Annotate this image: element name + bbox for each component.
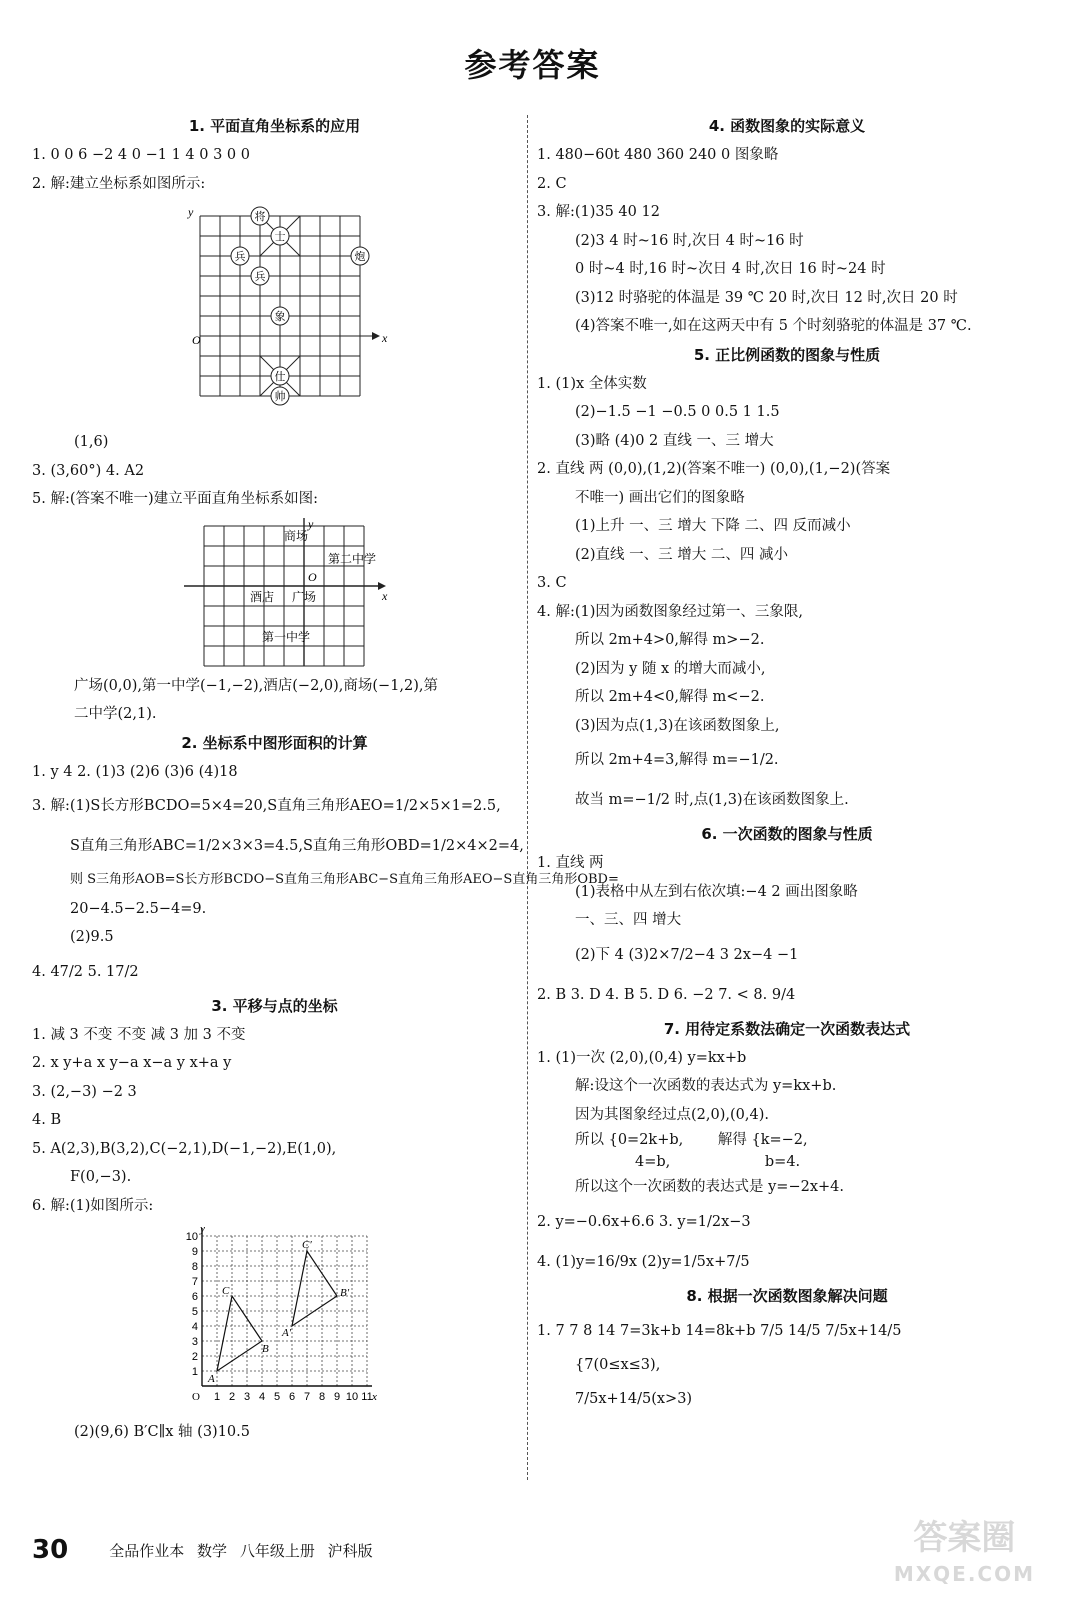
answer-line: 一、三、四 增大 xyxy=(575,912,682,928)
y-tick-label: 7 xyxy=(191,1276,198,1288)
y-tick-label: 2 xyxy=(191,1351,198,1363)
chess-piece: 兵 xyxy=(234,250,246,263)
point-label: A′ xyxy=(282,1327,292,1339)
answer-line: 1. (1)一次 (2,0),(0,4) y=kx+b xyxy=(537,1049,747,1066)
answer-line: 2. y=−0.6x+6.6 3. y=1/2x−3 xyxy=(537,1213,751,1230)
answer-line: 4. B xyxy=(32,1112,62,1128)
section-heading: 4. 函数图象的实际意义 xyxy=(708,117,866,135)
watermark-title: 答案圈 xyxy=(913,1518,1016,1558)
answer-line: 1. y 4 2. (1)3 (2)6 (3)6 (4)18 xyxy=(32,763,238,780)
answer-line: (1)上升 一、三 增大 下降 二、四 反而减小 xyxy=(575,518,851,534)
watermark-url: MXQE.COM xyxy=(893,1562,1035,1586)
answer-line: S直角三角形ABC=1/2×3×3=4.5,S直角三角形OBD=1/2×4×2=4, xyxy=(70,838,524,854)
y-tick-label: 4 xyxy=(191,1321,198,1333)
x-tick-label: 1 xyxy=(213,1391,221,1403)
answer-line: (2)3 4 时~16 时,次日 4 时~16 时 xyxy=(575,232,804,249)
answer-line: 0 时~4 时,16 时~次日 4 时,次日 16 时~24 时 xyxy=(575,261,886,277)
answer-line: (2)−1.5 −1 −0.5 0 0.5 1 1.5 xyxy=(575,404,780,420)
answer-line: 7/5x+14/5(x>3) xyxy=(575,1391,693,1407)
answer-line: (3)因为点(1,3)在该函数图象上, xyxy=(575,717,780,734)
point-label: B′ xyxy=(340,1287,350,1299)
answer-line: 1. (1)x 全体实数 xyxy=(537,375,647,392)
axis-label: y xyxy=(200,1224,205,1235)
page-footer xyxy=(32,1535,373,1565)
answer-line: 1. 减 3 不变 不变 减 3 加 3 不变 xyxy=(32,1026,246,1043)
answer-line: 1. 480−60t 480 360 240 0 图象略 xyxy=(537,147,779,163)
chess-piece: 象 xyxy=(274,310,286,323)
x-tick-label: 7 xyxy=(303,1391,311,1403)
answer-line: (2)下 4 (3)2×7/2−4 3 2x−4 −1 xyxy=(575,946,799,963)
chess-grid-figure xyxy=(32,202,517,424)
x-tick-label: 9 xyxy=(333,1391,341,1403)
answer-line: (2)(9,6) B′C∥x 轴 (3)10.5 xyxy=(74,1424,250,1440)
answer-line: (2)直线 一、三 增大 二、四 减小 xyxy=(575,546,788,563)
right-column xyxy=(537,112,1037,1419)
map-label: 商场 xyxy=(283,528,309,543)
answer-line: 2. 直线 两 (0,0),(1,2)(答案不唯一) (0,0),(1,−2)(答案 xyxy=(537,461,891,477)
answer-line: 所以 2m+4<0,解得 m<−2. xyxy=(575,689,765,705)
page-number: 30 xyxy=(32,1535,69,1565)
section-heading: 7. 用待定系数法确定一次函数表达式 xyxy=(663,1019,911,1038)
answer-line: (4)答案不唯一,如在这两天中有 5 个时刻骆驼的体温是 37 ℃. xyxy=(575,318,972,334)
svg-text:O: O xyxy=(308,569,317,584)
answer-line: 3. (2,−3) −2 3 xyxy=(32,1083,137,1100)
answer-line: (1,6) xyxy=(74,434,109,450)
svg-text:x: x xyxy=(382,331,388,345)
answer-line: 1. 0 0 6 −2 4 0 −1 1 4 0 3 0 0 xyxy=(32,147,250,163)
svg-text:x: x xyxy=(382,588,388,603)
book-info: 全品作业本 数学 八年级上册 沪科版 xyxy=(109,1541,373,1560)
section-heading: 3. 平移与点的坐标 xyxy=(211,996,338,1015)
translation-grid-svg xyxy=(172,1224,532,1414)
axis-label: x xyxy=(372,1391,377,1403)
y-tick-label: 3 xyxy=(191,1336,198,1348)
answer-line: 1. 直线 两 xyxy=(537,855,604,871)
answer-line: 20−4.5−2.5−4=9. xyxy=(70,900,207,917)
answer-line: 3. (3,60°) 4. A2 xyxy=(32,462,145,479)
section-heading: 1. 平面直角坐标系的应用 xyxy=(188,117,361,135)
chess-piece: 士 xyxy=(274,230,286,243)
answer-line: (1)表格中从左到右依次填:−4 2 画出图象略 xyxy=(575,883,858,900)
svg-text:y: y xyxy=(308,517,314,531)
chess-piece: 将 xyxy=(254,210,266,223)
y-tick-label: 9 xyxy=(191,1246,198,1258)
y-tick-label: 8 xyxy=(191,1261,198,1273)
answer-line: 广场(0,0),第一中学(−1,−2),酒店(−2,0),商场(−1,2),第 xyxy=(74,677,439,694)
answer-line: 4. (1)y=16/9x (2)y=1/5x+7/5 xyxy=(537,1253,750,1270)
answer-line: 3. 解:(1)S长方形BCDO=5×4=20,S直角三角形AEO=1/2×5×1=2.5, xyxy=(32,798,501,814)
x-tick-label: 6 xyxy=(288,1391,296,1403)
answer-line: {7(0≤x≤3), xyxy=(575,1356,661,1373)
answer-line: 故当 m=−1/2 时,点(1,3)在该函数图象上. xyxy=(575,792,849,808)
x-tick-label: 2 xyxy=(228,1391,236,1403)
answer-line xyxy=(537,1129,1037,1173)
x-tick-label: 8 xyxy=(318,1391,326,1403)
svg-text:y: y xyxy=(188,205,194,219)
x-tick-label: 10 xyxy=(345,1391,359,1403)
answer-line: 4. 47/2 5. 17/2 xyxy=(32,963,139,980)
answer-line: 所以 2m+4=3,解得 m=−1/2. xyxy=(575,752,779,768)
answer-line: 6. 解:(1)如图所示: xyxy=(32,1197,154,1214)
section-heading: 5. 正比例函数的图象与性质 xyxy=(693,345,881,364)
answer-line: 5. A(2,3),B(3,2),C(−2,1),D(−1,−2),E(1,0), xyxy=(32,1140,337,1157)
page-title: 参考答案 xyxy=(464,46,601,84)
y-tick-label: 1 xyxy=(191,1366,198,1378)
system-sol-1: 解得 {k=−2, xyxy=(717,1132,808,1148)
answer-line: 二中学(2,1). xyxy=(74,706,157,722)
answer-line: 3. 解:(1)35 40 12 xyxy=(537,204,660,220)
y-tick-label: 10 xyxy=(185,1231,198,1243)
section-heading: 2. 坐标系中图形面积的计算 xyxy=(181,733,368,752)
y-tick-label: 6 xyxy=(191,1291,198,1303)
city-map-figure xyxy=(32,518,517,668)
chess-piece: 兵 xyxy=(254,270,266,283)
chess-piece: 帅 xyxy=(274,390,286,403)
system-eq-1: 所以 {0=2k+b, xyxy=(575,1132,684,1148)
map-label: 酒店 xyxy=(249,589,275,604)
answer-line: 则 S三角形AOB=S长方形BCDO−S直角三角形ABC−S直角三角形AEO−S直角三角形OBD= xyxy=(70,872,619,887)
chess-piece: 仕 xyxy=(274,370,286,383)
section-heading: 8. 根据一次函数图象解决问题 xyxy=(686,1286,888,1305)
answer-line: 解:设这个一次函数的表达式为 y=kx+b. xyxy=(575,1078,837,1094)
answer-line: 2. C xyxy=(537,175,567,192)
system-sol-2: b=4. xyxy=(764,1154,801,1170)
map-label: 第二中学 xyxy=(327,551,377,566)
answer-line: (2)因为 y 随 x 的增大而减小, xyxy=(575,660,766,677)
answer-line: 不唯一) 画出它们的图象略 xyxy=(575,489,745,506)
answer-line: 3. C xyxy=(537,575,567,591)
answer-line: 5. 解:(答案不唯一)建立平面直角坐标系如图: xyxy=(32,491,319,507)
point-label: C′ xyxy=(302,1239,312,1251)
x-tick-label: 11 xyxy=(361,1391,373,1403)
x-tick-label: 5 xyxy=(273,1391,281,1403)
answer-line: 1. 7 7 8 14 7=3k+b 14=8k+b 7/5 14/5 7/5x+14/5 xyxy=(537,1322,902,1339)
answer-line: 4. 解:(1)因为函数图象经过第一、三象限, xyxy=(537,603,803,620)
y-tick-label: 5 xyxy=(191,1306,198,1318)
watermark-logo xyxy=(894,1520,1035,1592)
answer-line: 因为其图象经过点(2,0),(0,4). xyxy=(575,1106,769,1123)
origin-label: O xyxy=(192,1391,200,1403)
svg-text:O: O xyxy=(192,333,201,347)
point-label: B xyxy=(262,1343,269,1355)
answer-line: (2)9.5 xyxy=(70,929,114,945)
system-eq-2: 4=b, xyxy=(635,1154,671,1170)
x-tick-label: 4 xyxy=(258,1391,266,1403)
x-tick-label: 3 xyxy=(243,1391,251,1403)
chess-grid-svg xyxy=(182,202,542,424)
answer-line: (3)12 时骆驼的体温是 39 ℃ 20 时,次日 12 时,次日 20 时 xyxy=(575,289,958,306)
point-label: C xyxy=(222,1285,230,1297)
map-label: 广场 xyxy=(291,589,317,604)
point-label: A xyxy=(208,1373,215,1385)
answer-line: 2. x y+a x y−a x−a y x+a y xyxy=(32,1055,232,1071)
answer-line: 所以这个一次函数的表达式是 y=−2x+4. xyxy=(575,1179,844,1195)
answer-line: 2. 解:建立坐标系如图所示: xyxy=(32,175,206,192)
answer-line: F(0,−3). xyxy=(70,1169,132,1185)
chess-piece: 炮 xyxy=(354,250,366,263)
answer-line: 2. B 3. D 4. B 5. D 6. −2 7. < 8. 9/4 xyxy=(537,986,796,1003)
map-label: 第一中学 xyxy=(261,629,311,644)
translation-grid-figure xyxy=(32,1224,517,1414)
city-map-svg xyxy=(182,518,542,668)
answer-line: (3)略 (4)0 2 直线 一、三 增大 xyxy=(575,432,774,449)
answer-line: 所以 2m+4>0,解得 m>−2. xyxy=(575,632,765,648)
section-heading: 6. 一次函数的图象与性质 xyxy=(701,825,873,843)
